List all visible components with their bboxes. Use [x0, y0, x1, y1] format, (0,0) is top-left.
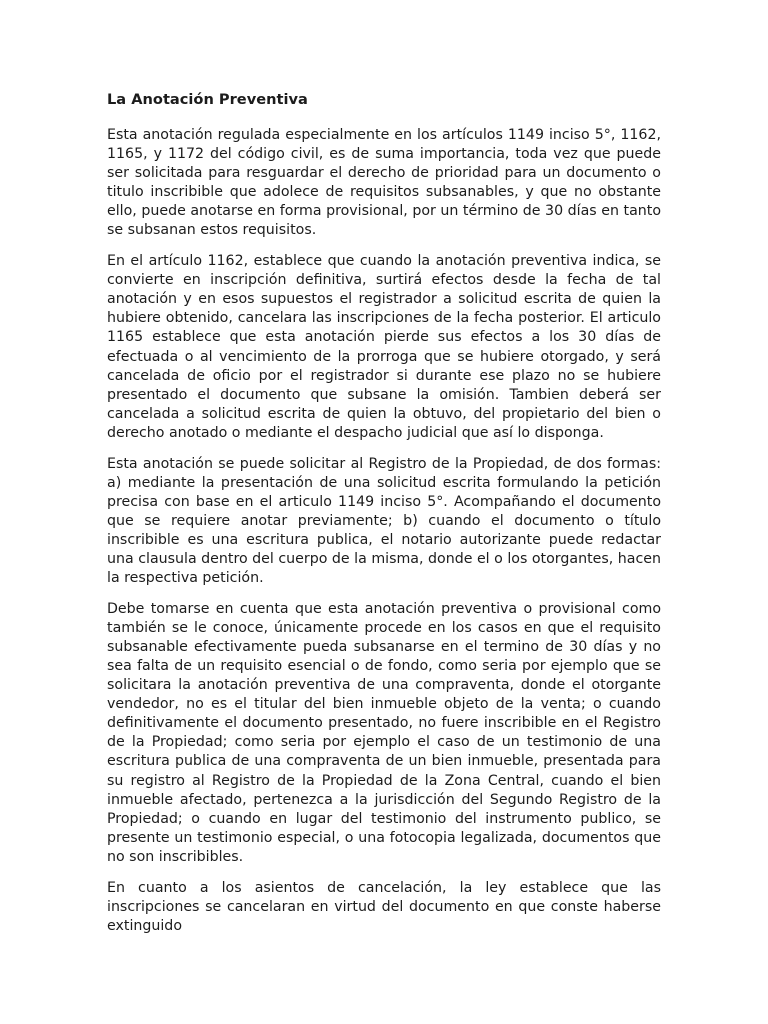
document-title: La Anotación Preventiva — [107, 91, 308, 108]
paragraph-3: Esta anotación se puede solicitar al Registro de la Propiedad, de dos formas: a) mediante la presentación de una solicitud escrita formulando la petición precisa con base en el articulo 1149 inciso 5°. Acompañando el documento que se requiere anotar previamente; b) cuando el documento o título inscribible es una escritura publica, el notario autorizante puede redactar una clausula dentro del cuerpo de la misma, donde el o los otorgantes, hacen la respectiva petición. — [107, 455, 661, 587]
paragraph-4: Debe tomarse en cuenta que esta anotación preventiva o provisional como también se le conoce, únicamente procede en los casos en que el requisito subsanable efectivamente pueda subsanarse en el termino de 30 días y no sea falta de un requisito esencial o de fondo, como seria por ejemplo que se solicitara la anotación preventiva de una compraventa, donde el otorgante vendedor, no es el titular del bien inmueble objeto de la venta; o cuando definitivamente el documento presentado, no fuere inscribible en el Registro de la Propiedad; como seria por ejemplo el caso de un testimonio de una escritura publica de una compraventa de un bien inmueble, presentada para su registro al Registro de la Propiedad de la Zona Central, cuando el bien inmueble afectado, pertenezca a la jurisdicción del Segundo Registro de la Propiedad; o cuando en lugar del testimonio del instrumento publico, se presente un testimonio especial, o una fotocopia legalizada, documentos que no son inscribibles. — [107, 601, 661, 865]
document-body — [107, 90, 661, 934]
paragraph-5: En cuanto a los asientos de cancelación, la ley establece que las inscripciones se cancelaran en virtud del documento en que conste haberse extinguido — [107, 879, 661, 934]
paragraph-1: Esta anotación regulada especialmente en los artículos 1149 inciso 5°, 1162, 1165, y 1172 del código civil, es de suma importancia, toda vez que puede ser solicitada para resguardar el derecho de prioridad para un documento o titulo inscribible que adolece de requisitos subsanables, y que no obstante ello, puede anotarse en forma provisional, por un término de 30 días en tanto se subsanan estos requisitos. — [107, 127, 661, 239]
paragraph-2: En el artículo 1162, establece que cuando la anotación preventiva indica, se convierte en inscripción definitiva, surtirá efectos desde la fecha de tal anotación y en esos supuestos el registrador a solicitud escrita de quien la hubiere obtenido, cancelara las inscripciones de la fecha posterior. El articulo 1165 establece que esta anotación pierde sus efectos a los 30 días de efectuada o al vencimiento de la prorroga que se hubiere otorgado, y será cancelada de oficio por el registrador si durante ese plazo no se hubiere presentado el documento que subsane la omisión. Tambien deberá ser cancelada a solicitud escrita de quien la obtuvo, del propietario del bien o derecho anotado o mediante el despacho judicial que así lo disponga. — [107, 253, 661, 441]
